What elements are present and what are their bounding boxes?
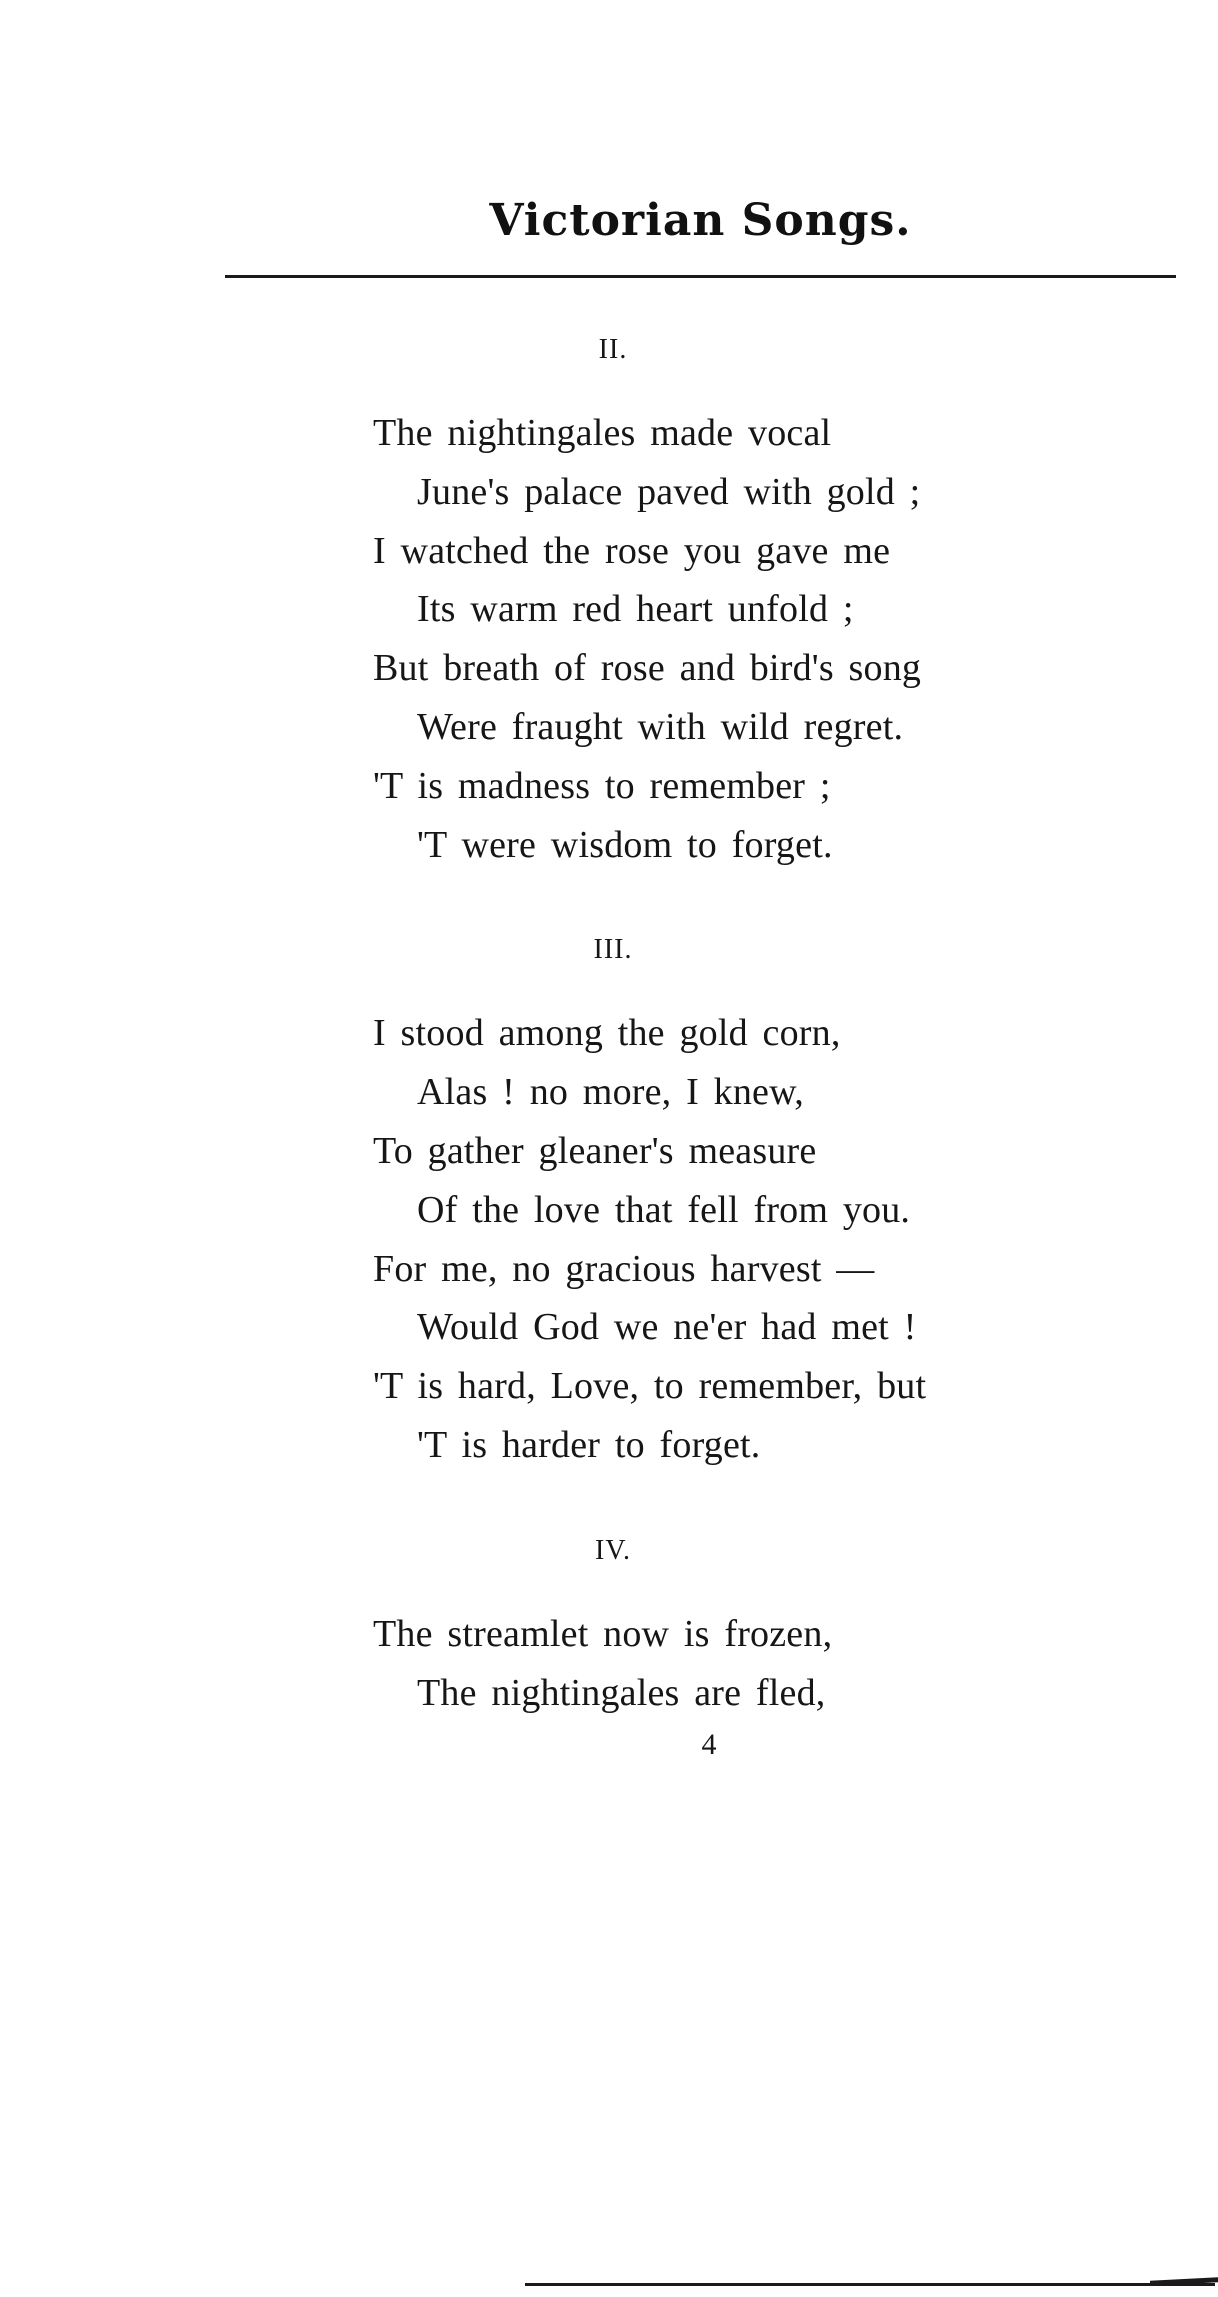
page-header [225,175,1176,279]
verse-line: I stood among the gold corn, [373,1012,841,1055]
verse-line: For me, no gracious harvest — [373,1247,875,1290]
bottom-rule [525,2283,1215,2286]
verse-line: To gather gleaner's measure [373,1129,817,1172]
stanza [373,1605,1053,1723]
verse-line: Were fraught with wild regret. [417,705,904,748]
verse-line: 'T were wisdom to forget. [417,823,833,866]
verse-line: Of the love that fell from you. [417,1188,911,1231]
verse-line: The nightingales are fled, [417,1671,826,1714]
stanza [373,404,1053,874]
verse-line: The streamlet now is frozen, [373,1612,833,1655]
verse-line: 'T is madness to remember ; [373,764,831,807]
stanza-numeral: II. [598,334,628,365]
poem-body [373,330,1053,1722]
running-title: Victorian Songs. [489,195,912,246]
stanza-numeral: III. [593,934,633,966]
stanza-numeral: IV. [595,1534,631,1566]
verse-line: 'T is hard, Love, to remember, but [373,1365,927,1408]
header-rule [225,275,1176,278]
verse-line: June's palace paved with gold ; [417,470,921,513]
verse-line: 'T is harder to forget. [417,1423,761,1466]
verse-line: Would God we ne'er had met ! [417,1306,917,1349]
stanza [373,1004,1053,1474]
verse-line: The nightingales made vocal [373,412,832,454]
verse-line: Its warm red heart unfold ; [417,588,854,631]
verse-line: Alas ! no more, I knew, [417,1071,804,1114]
verse-line: I watched the rose you gave me [373,529,891,572]
page-number: 4 [701,1728,717,1761]
verse-line: But breath of rose and bird's song [373,647,922,690]
